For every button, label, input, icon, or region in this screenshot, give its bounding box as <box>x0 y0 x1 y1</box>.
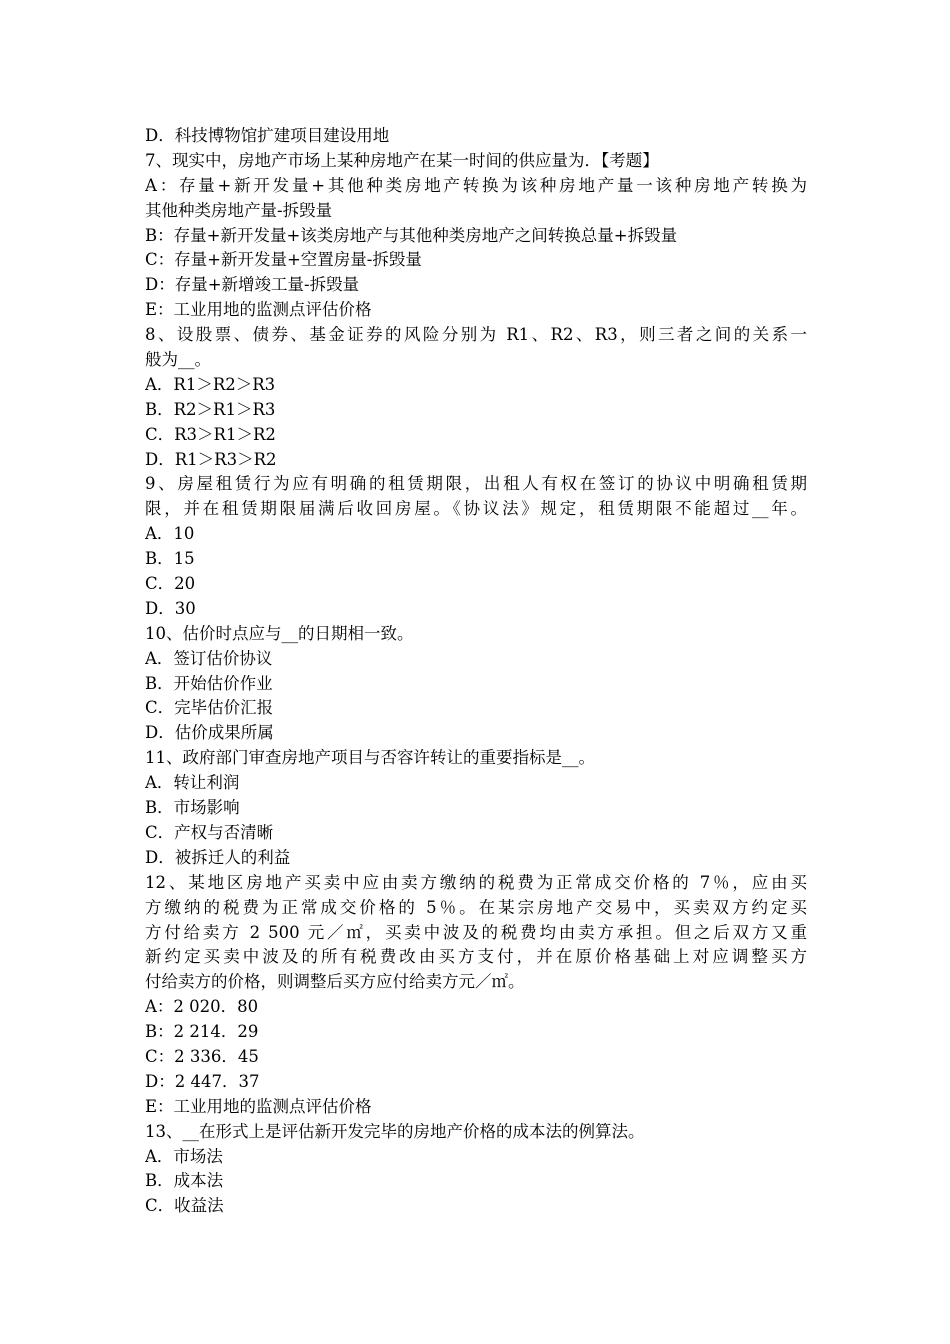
text-line: A．R1＞R2＞R3 <box>145 374 276 394</box>
text-line: 限，并在租赁期限届满后收回房屋。《协议法》规定，租赁期限不能超过__年。 <box>145 499 807 519</box>
text-line: C：存量+新开发量+空置房量-拆毁量 <box>145 250 422 270</box>
text-line: B．R2＞R1＞R3 <box>145 399 276 419</box>
text-line: C．收益法 <box>145 1196 224 1216</box>
text-line: A．市场法 <box>145 1146 223 1166</box>
text-line: C．产权与否清晰 <box>145 822 274 842</box>
text-line: 9、房屋租赁行为应有明确的租赁期限，出租人有权在签订的协议中明确租赁期 <box>145 474 807 494</box>
text-line: 7、现实中，房地产市场上某种房地产在某一时间的供应量为．【考题】 <box>145 150 659 170</box>
text-line: B：存量+新开发量+该类房地产与其他种类房地产之间转换总量+拆毁量 <box>145 225 678 245</box>
text-line: 12、某地区房地产买卖中应由卖方缴纳的税费为正常成交价格的 7％，应由买 <box>145 872 807 892</box>
text-line: 方缴纳的税费为正常成交价格的 5％。在某宗房地产交易中，买卖双方约定买 <box>145 897 807 917</box>
text-line: B．开始估价作业 <box>145 673 273 693</box>
text-line: B．市场影响 <box>145 798 240 818</box>
text-line: E：工业用地的监测点评估价格 <box>145 1096 372 1116</box>
text-line: 方付给卖方 2 500 元／㎡，买卖中波及的税费均由卖方承担。但之后双方又重 <box>145 922 807 942</box>
text-line: 其他种类房地产量-拆毁量 <box>145 200 333 220</box>
text-line: 8、设股票、债券、基金证券的风险分别为 R1、R2、R3，则三者之间的关系一 <box>145 325 807 345</box>
text-line: A：存量+新开发量+其他种类房地产转换为该种房地产量一该种房地产转换为 <box>145 175 807 195</box>
document-page <box>145 124 807 1219</box>
text-line: C：2 336．45 <box>145 1046 259 1066</box>
text-line: D．科技博物馆扩建项目建设用地 <box>145 126 390 145</box>
text-line: C．完毕估价汇报 <box>145 698 274 718</box>
text-line: B．成本法 <box>145 1171 224 1191</box>
text-line: 11、政府部门审查房地产项目与否容许转让的重要指标是__。 <box>145 748 595 768</box>
text-line: 10、估价时点应与__的日期相一致。 <box>145 623 414 643</box>
text-line: A．转让利润 <box>145 773 240 793</box>
text-line: D：2 447．37 <box>145 1071 260 1091</box>
text-line: D．估价成果所属 <box>145 723 274 743</box>
text-line: B．15 <box>145 549 195 569</box>
text-line: A：2 020．80 <box>145 997 259 1017</box>
text-line: C．R3＞R1＞R2 <box>145 424 276 444</box>
text-line: D．30 <box>145 598 196 618</box>
text-line: D：存量+新增竣工量-拆毁量 <box>145 275 360 295</box>
text-line: 13、__在形式上是评估新开发完毕的房地产价格的成本法的例算法。 <box>145 1121 645 1141</box>
text-line: A．签订估价协议 <box>145 648 273 668</box>
text-line: E：工业用地的监测点评估价格 <box>145 300 372 320</box>
text-line: A．10 <box>145 524 195 544</box>
text-line: 付给卖方的价格，则调整后买方应付给卖方元／㎡。 <box>145 972 525 992</box>
text-line: B：2 214．29 <box>145 1022 259 1042</box>
text-line: C．20 <box>145 574 196 594</box>
text-line: 新约定买卖中波及的所有税费改由买方支付，并在原价格基础上对应调整买方 <box>145 947 807 967</box>
text-line: 般为__。 <box>145 350 211 370</box>
text-line: D．被拆迁人的利益 <box>145 847 291 867</box>
text-line: D．R1＞R3＞R2 <box>145 449 277 469</box>
